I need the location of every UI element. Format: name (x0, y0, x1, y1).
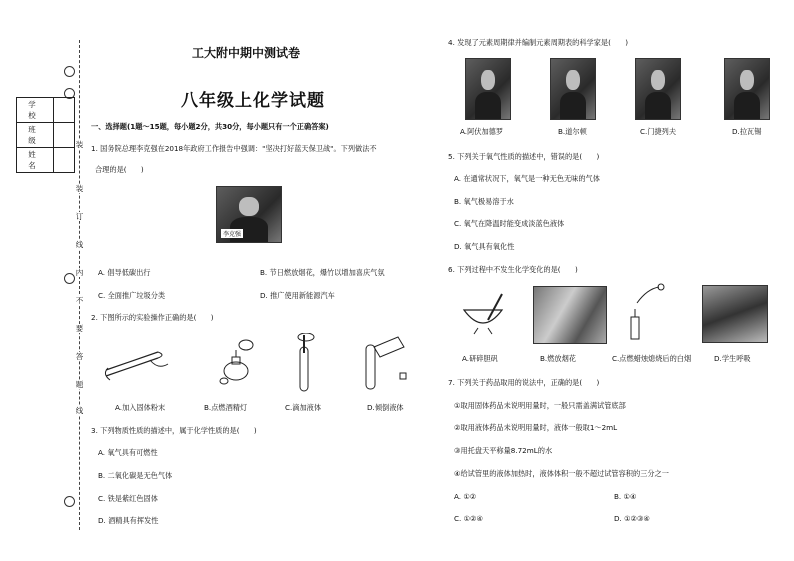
lab-figure-c (288, 333, 328, 393)
fireworks-photo (533, 286, 607, 344)
binding-char: 装 (75, 184, 84, 193)
student-info-table (16, 97, 75, 173)
option-d[interactable]: D.倾倒液体 (367, 403, 404, 412)
option-b[interactable]: B. ①④ (614, 492, 637, 501)
question-stem: 合理的是( ) (95, 165, 144, 174)
option-a[interactable]: A.研碎胆矾 (462, 354, 498, 363)
candle-figure (625, 283, 669, 343)
info-label-name: 姓 名 (17, 148, 54, 173)
option-a[interactable]: A. 在通常状况下，氧气是一种无色无味的气体 (454, 174, 600, 183)
mortar-pestle-figure (458, 290, 508, 340)
option-b[interactable]: B. 氧气极易溶于水 (454, 197, 514, 206)
lab-figure-b (210, 333, 260, 388)
binding-char: 答 (75, 352, 84, 361)
binding-char: 线 (75, 240, 84, 249)
option-c[interactable]: C. 全面推广垃圾分类 (98, 291, 166, 300)
option-d[interactable]: D. 酒精具有挥发性 (98, 516, 159, 525)
exam-title: 八年级上化学试题 (181, 91, 325, 111)
option-b[interactable]: B.道尔顿 (558, 127, 587, 136)
question-stem: 5. 下列关于氧气性质的描述中，错误的是( ) (448, 152, 600, 161)
binding-char: 线 (75, 406, 84, 415)
option-c[interactable]: C.门捷列夫 (640, 127, 677, 136)
statement: ②取用液体药品未说明用量时，液体一般取1～2mL (454, 423, 618, 432)
binding-char: 装 (75, 140, 84, 149)
option-d[interactable]: D.学生呼吸 (714, 354, 751, 363)
option-b[interactable]: B. 节日燃放烟花，爆竹以增加喜庆气氛 (260, 268, 385, 277)
statement: ④给试管里的液体加热时，液体体积一般不超过试管容积的三分之一 (454, 469, 669, 478)
question-stem: 4. 发现了元素周期律并编制元素周期表的科学家是( ) (448, 38, 629, 47)
punch-hole (64, 496, 75, 507)
option-a[interactable]: A. 倡导低碳出行 (98, 268, 151, 277)
question-stem: 1. 国务院总理李克强在2018年政府工作报告中强调："坚决打好蓝天保卫战"。下列做法不 (91, 144, 377, 153)
question-stem: 3. 下列物质性质的描述中，属于化学性质的是( ) (91, 426, 257, 435)
binding-char: 要 (75, 324, 84, 333)
premier-photo (216, 186, 282, 243)
lab-figure-a (100, 340, 178, 388)
name-field[interactable] (54, 148, 75, 173)
option-a[interactable]: A. 氧气具有可燃性 (98, 448, 158, 457)
option-d[interactable]: D.拉瓦锡 (732, 127, 762, 136)
option-c[interactable]: C.点燃蜡烛熄烧后的白烟 (612, 354, 692, 363)
binding-line (79, 40, 80, 530)
binding-char: 内 (75, 268, 84, 277)
student-breathing-photo (702, 285, 768, 343)
option-c[interactable]: C. 氧气在降温时能变成淡蓝色液体 (454, 219, 565, 228)
punch-hole (64, 273, 75, 284)
statement: ①取用固体药品未说明用量时，一般只需盖满试管底部 (454, 401, 626, 410)
school-title: 工大附中期中测试卷 (192, 46, 301, 60)
punch-hole (64, 66, 75, 77)
section-heading: 一、选择题(1题～15题，每小题2分，共30分，每小题只有一个正确答案) (91, 122, 329, 131)
option-b[interactable]: B.燃放烟花 (540, 354, 576, 363)
option-c[interactable]: C.滴加液体 (285, 403, 322, 412)
info-label-class: 班 级 (17, 123, 54, 148)
photo-caption: 李克强 (223, 231, 242, 238)
lab-figure-d (360, 333, 418, 393)
option-a[interactable]: A.加入固体粉末 (115, 403, 166, 412)
school-field[interactable] (54, 98, 75, 123)
portrait-mendeleev (635, 58, 681, 120)
binding-char: 题 (75, 380, 84, 389)
binding-char: 订 (75, 212, 84, 221)
option-b[interactable]: B. 二氧化碳是无色气体 (98, 471, 173, 480)
option-d[interactable]: D. 推广使用新能源汽车 (260, 291, 335, 300)
portrait-avogadro (465, 58, 511, 120)
option-a[interactable]: A. ①② (454, 492, 477, 501)
option-d[interactable]: D. ①②③④ (614, 514, 650, 523)
option-d[interactable]: D. 氧气具有氧化性 (454, 242, 515, 251)
option-b[interactable]: B.点燃酒精灯 (204, 403, 248, 412)
question-stem: 6. 下列过程中不发生化学变化的是( ) (448, 265, 578, 274)
question-stem: 7. 下列关于药品取用的说法中，正确的是( ) (448, 378, 600, 387)
option-c[interactable]: C. 铁是紫红色固体 (98, 494, 158, 503)
class-field[interactable] (54, 123, 75, 148)
info-label-school: 学 校 (17, 98, 54, 123)
portrait-lavoisier (724, 58, 770, 120)
option-c[interactable]: C. ①②④ (454, 514, 483, 523)
binding-char: 不 (75, 296, 84, 305)
option-a[interactable]: A.阿伏加德罗 (460, 127, 504, 136)
portrait-dalton (550, 58, 596, 120)
question-stem: 2. 下图所示的实验操作正确的是( ) (91, 313, 214, 322)
statement: ③用托盘天平称量8.72mL的水 (454, 446, 553, 455)
